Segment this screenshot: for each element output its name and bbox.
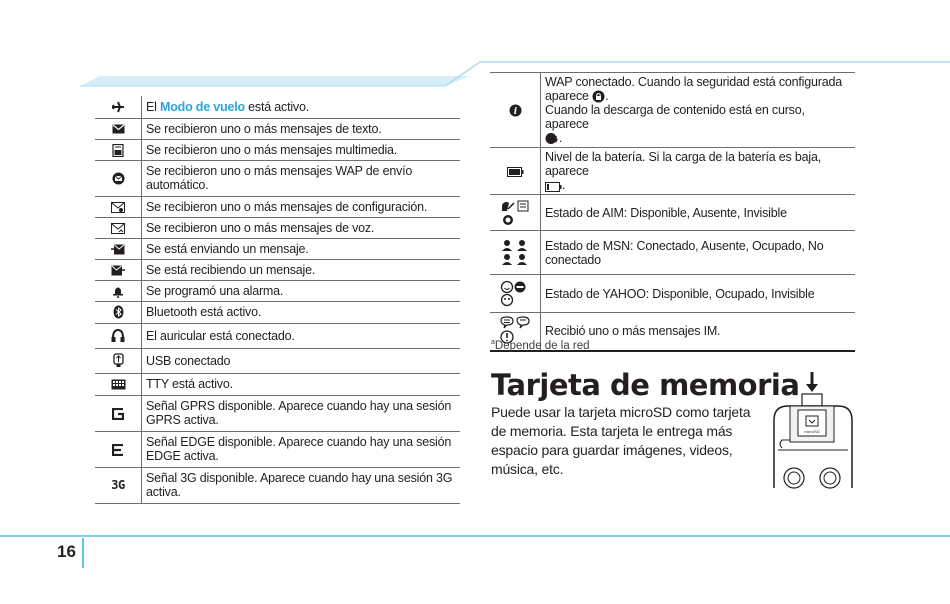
table-row	[95, 196, 460, 217]
table-row	[95, 238, 460, 259]
table-row	[95, 139, 460, 160]
multimedia-message-icon	[112, 144, 124, 157]
row-text: Se recibieron uno o más mensajes de texto.	[142, 118, 461, 139]
table-row	[95, 118, 460, 139]
gprs-icon	[112, 408, 124, 420]
table-row	[95, 323, 460, 348]
table-row	[490, 195, 855, 231]
row-text: Se recibieron uno o más mensajes WAP de envío automático.	[142, 160, 461, 196]
row-text: Señal EDGE disponible. Aparece cuando hay una sesión EDGE activa.	[142, 431, 461, 467]
table-row	[95, 431, 460, 467]
configuration-message-icon	[111, 202, 125, 213]
table-row	[95, 280, 460, 301]
msn-status-icons	[499, 238, 531, 268]
headset-icon	[111, 329, 125, 343]
row-text-pre: El	[146, 99, 160, 114]
row-text: Se recibieron uno o más mensajes multimedia.	[142, 139, 461, 160]
section-title: Tarjeta de memoria	[491, 368, 800, 402]
row-text: Bluetooth está activo.	[142, 301, 461, 323]
envelope-icon	[112, 124, 125, 134]
yahoo-status-icons	[500, 280, 530, 308]
battery-dot: .	[562, 178, 566, 192]
yahoo-text: Estado de YAHOO: Disponible, Ocupado, Invisible	[541, 275, 856, 313]
status-icons-table-right	[490, 72, 855, 352]
usb-icon	[113, 353, 124, 368]
receiving-message-icon	[111, 265, 125, 276]
row-text: Señal GPRS disponible. Aparece cuando hay una sesión GPRS activa.	[142, 395, 461, 431]
table-row	[95, 348, 460, 373]
battery-low-icon	[545, 182, 562, 192]
table-row	[95, 373, 460, 395]
svg-text:i: i	[513, 107, 517, 118]
status-icons-table-left	[95, 96, 460, 504]
aim-text: Estado de AIM: Disponible, Ausente, Invisible	[541, 195, 856, 231]
sending-message-icon	[111, 244, 125, 255]
row-text: Se recibieron uno o más mensajes de configuración.	[142, 196, 461, 217]
row-text-post: está activo.	[244, 99, 310, 114]
table-row	[95, 467, 460, 503]
wap-lock-icon	[592, 90, 605, 103]
table-row	[95, 259, 460, 280]
row-text: Señal 3G disponible. Aparece cuando hay una sesión 3G activa.	[142, 467, 461, 503]
wap-line2-dot: .	[559, 131, 563, 145]
table-row	[95, 96, 460, 118]
row-text: Se está recibiendo un mensaje.	[142, 259, 461, 280]
page-number: 16	[57, 542, 76, 561]
wap-info-icon	[509, 104, 522, 117]
wap-push-icon	[112, 172, 125, 185]
section-body: Puede usar la tarjeta microSD como tarjeta de memoria. Esta tarjeta le entrega más espacio para guardar imágenes, videos, música, etc.	[491, 404, 751, 477]
table-row	[95, 160, 460, 196]
3g-icon: 3G	[111, 478, 125, 493]
row-text: Se recibieron uno o más mensajes de voz.	[142, 217, 461, 238]
footnote-mark: a	[491, 339, 495, 346]
bluetooth-icon	[113, 305, 124, 319]
battery-full-icon	[507, 167, 524, 177]
im-text: Recibió uno o más mensajes IM.	[541, 313, 856, 351]
alarm-bell-icon	[112, 285, 124, 298]
footnote-text: Depende de la red	[494, 339, 590, 352]
wap-line1: WAP conectado. Cuando la seguridad está configurada aparece	[545, 75, 842, 103]
page-number-rule	[82, 538, 84, 568]
row-text: Se está enviando un mensaje.	[142, 238, 461, 259]
table-row	[490, 275, 855, 313]
wap-line1-dot: .	[605, 89, 609, 103]
microsd-card-label: microSD	[804, 429, 820, 434]
msn-text: Estado de MSN: Conectado, Ausente, Ocupado, No conectado	[541, 231, 856, 275]
row-text: El auricular está conectado.	[142, 323, 461, 348]
wap-download-icon	[545, 132, 559, 145]
table-row	[490, 231, 855, 275]
bottom-footer-band	[0, 532, 950, 572]
voice-message-icon	[111, 223, 125, 234]
row-text: TTY está activo.	[142, 373, 461, 395]
edge-icon	[112, 444, 124, 456]
airplane-mode-link[interactable]: Modo de vuelo	[160, 99, 245, 114]
table-row	[490, 73, 855, 148]
table-row	[95, 395, 460, 431]
tty-icon	[111, 379, 126, 390]
footnote	[491, 339, 590, 352]
table-row	[95, 217, 460, 238]
airplane-icon	[111, 101, 125, 113]
battery-text: Nivel de la batería. Si la carga de la batería es baja, aparece	[545, 150, 821, 178]
microsd-insertion-illustration	[768, 370, 858, 490]
aim-status-icons	[499, 199, 531, 227]
row-text: USB conectado	[142, 348, 461, 373]
table-row	[95, 301, 460, 323]
row-text: Se programó una alarma.	[142, 280, 461, 301]
wap-line2: Cuando la descarga de contenido está en curso, aparece	[545, 103, 805, 131]
table-row	[490, 148, 855, 195]
